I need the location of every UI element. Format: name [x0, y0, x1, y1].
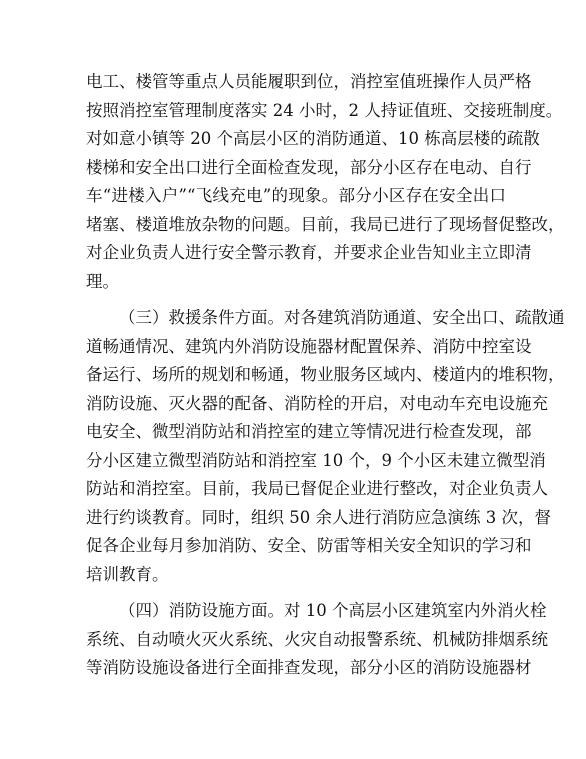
- paragraph-fire-facilities: [86, 597, 548, 683]
- text-line: （四）消防设施方面。对 10 个高层小区建筑室内外消火栓: [119, 601, 547, 620]
- text-line: 进行约谈教育。同时，组织 50 余人进行消防应急演练 3 次，督: [86, 507, 551, 527]
- text-line: 理。: [86, 271, 119, 291]
- text-line: 车“进楼入户”“飞线充电”的现象。部分小区存在安全出口: [86, 186, 506, 205]
- text-line: 等消防设施设备进行全面排查发现，部分小区的消防设施器材: [86, 658, 532, 677]
- document-page: [86, 68, 565, 691]
- text-line: 电安全、微型消防站和消控室的建立等情况进行检查发现，部: [86, 422, 532, 441]
- text-line: 堵塞、楼道堆放杂物的问题。目前，我局已进行了现场督促整改，: [86, 214, 565, 234]
- text-line: 系统、自动喷火灭火系统、火灾自动报警系统、机械防排烟系统: [86, 629, 548, 649]
- text-line: 电工、楼管等重点人员能履职到位，消控室值班操作人员严格: [86, 72, 532, 91]
- text-line: 楼梯和安全出口进行全面检查发现，部分小区存在电动、自行: [86, 157, 532, 177]
- text-line: 消防设施、灭火器的配备、消防栓的开启，对电动车充电设施充: [86, 393, 548, 413]
- text-line: （三）救援条件方面。对各建筑消防通道、安全出口、疏散通: [119, 308, 565, 327]
- text-line: 培训教育。: [86, 564, 169, 584]
- text-line: 备运行、场所的规划和畅通，物业服务区域内、楼道内的堆积物，: [86, 365, 565, 384]
- text-line: 防站和消控室。目前，我局已督促企业进行整改，对企业负责人: [86, 479, 548, 498]
- text-line: 分小区建立微型消防站和消控室 10 个，9 个小区未建立微型消: [86, 450, 546, 470]
- text-line: 道畅通情况、建筑内外消防设施器材配置保养、消防中控室设: [86, 336, 532, 356]
- text-line: 对如意小镇等 20 个高层小区的消防通道、10 栋高层楼的疏散: [86, 129, 540, 148]
- text-line: 按照消控室管理制度落实 24 小时，2 人持证值班、交接班制度。: [86, 100, 563, 120]
- text-line: 促各企业每月参加消防、安全、防雷等相关安全知识的学习和: [86, 536, 532, 555]
- text-line: 对企业负责人进行安全警示教育，并要求企业告知业主立即清: [86, 243, 532, 262]
- paragraph-rescue-conditions: [86, 304, 565, 589]
- paragraph-inspection-results: [86, 68, 565, 296]
